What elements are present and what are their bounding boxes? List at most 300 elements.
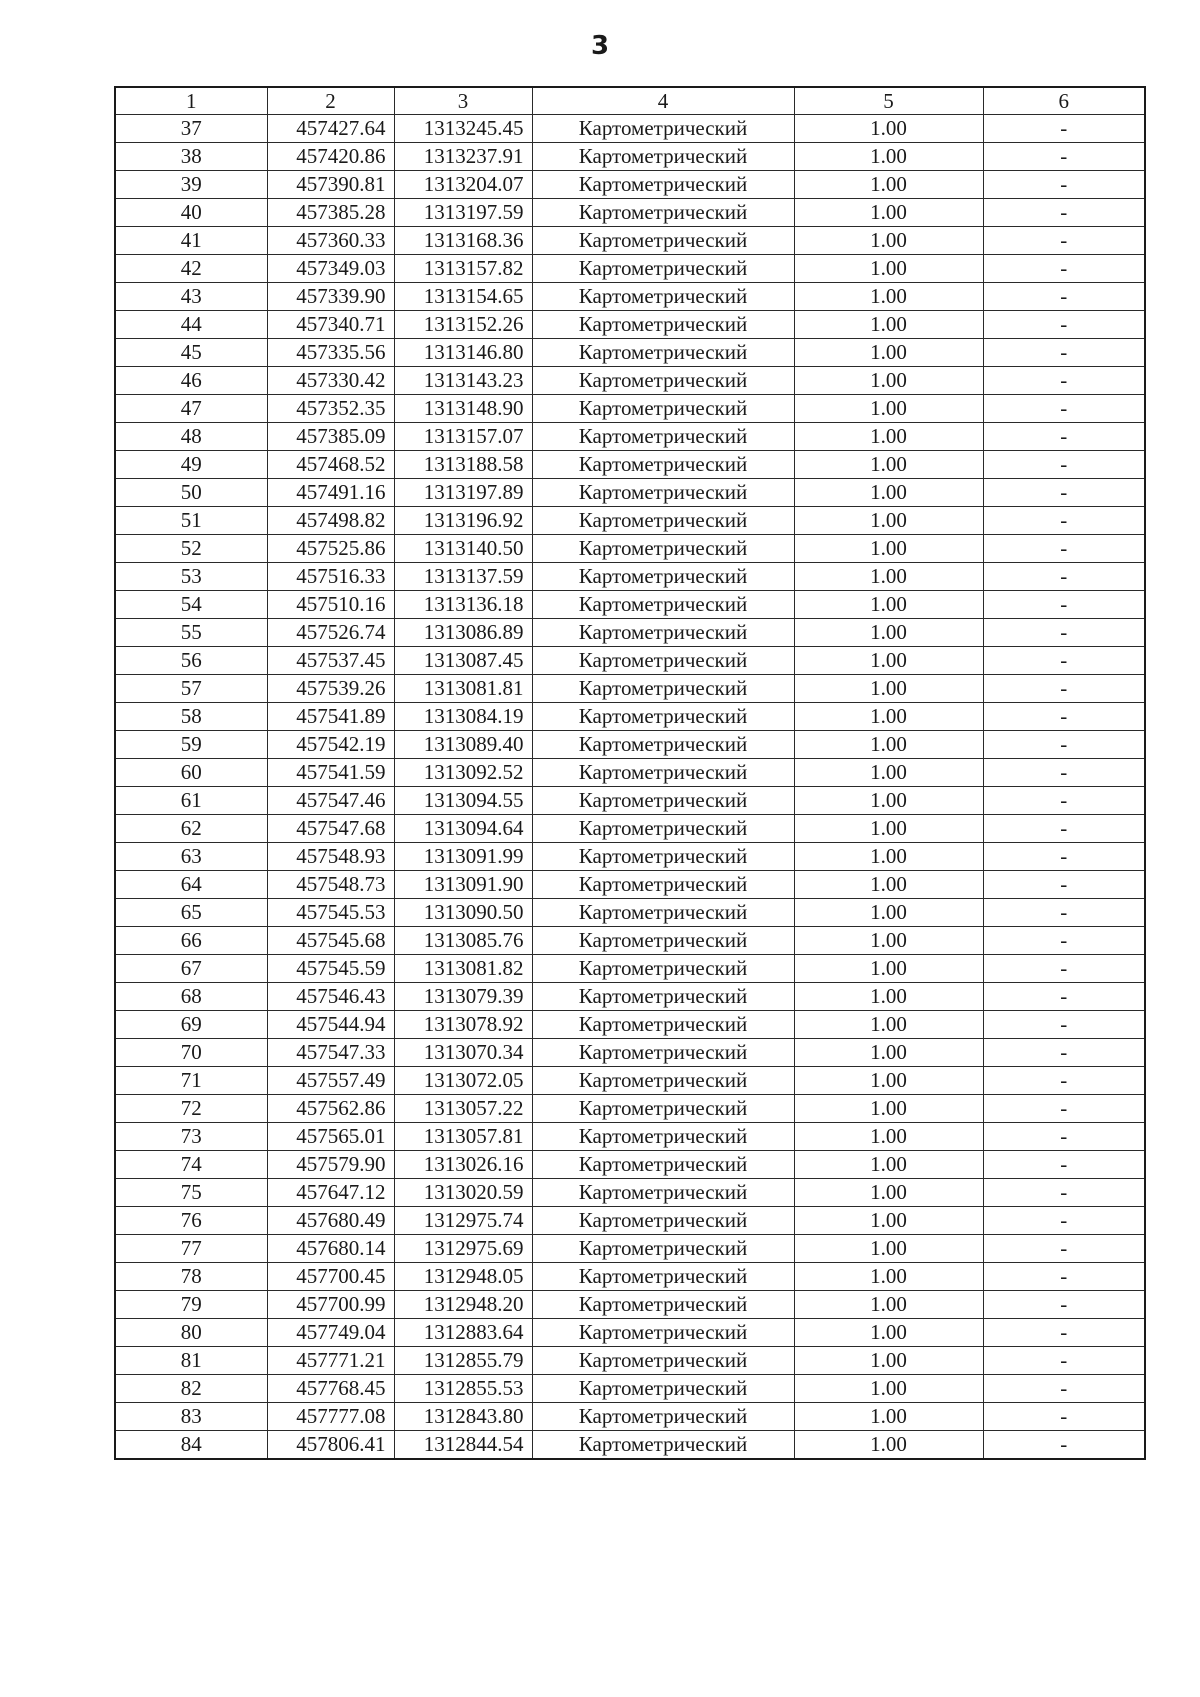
method-cell: Картометрический: [532, 339, 794, 367]
point-number-cell: 41: [115, 227, 267, 255]
x-coordinate-cell: 457427.64: [267, 115, 394, 143]
note-cell: -: [983, 283, 1145, 311]
header-cell-2: 2: [267, 87, 394, 115]
point-number-cell: 79: [115, 1291, 267, 1319]
accuracy-cell: 1.00: [794, 759, 983, 787]
accuracy-cell: 1.00: [794, 479, 983, 507]
method-cell: Картометрический: [532, 787, 794, 815]
point-number-cell: 51: [115, 507, 267, 535]
x-coordinate-cell: 457547.46: [267, 787, 394, 815]
x-coordinate-cell: 457680.49: [267, 1207, 394, 1235]
method-cell: Картометрический: [532, 1151, 794, 1179]
accuracy-cell: 1.00: [794, 1403, 983, 1431]
accuracy-cell: 1.00: [794, 255, 983, 283]
accuracy-cell: 1.00: [794, 1347, 983, 1375]
note-cell: -: [983, 1403, 1145, 1431]
table-row: [115, 1067, 1145, 1095]
note-cell: -: [983, 479, 1145, 507]
y-coordinate-cell: 1313086.89: [394, 619, 532, 647]
accuracy-cell: 1.00: [794, 675, 983, 703]
method-cell: Картометрический: [532, 591, 794, 619]
method-cell: Картометрический: [532, 1319, 794, 1347]
method-cell: Картометрический: [532, 647, 794, 675]
x-coordinate-cell: 457557.49: [267, 1067, 394, 1095]
x-coordinate-cell: 457420.86: [267, 143, 394, 171]
table-row: [115, 927, 1145, 955]
table-row: [115, 311, 1145, 339]
point-number-cell: 82: [115, 1375, 267, 1403]
accuracy-cell: 1.00: [794, 731, 983, 759]
method-cell: Картометрический: [532, 1179, 794, 1207]
y-coordinate-cell: 1313092.52: [394, 759, 532, 787]
page-number: 3: [590, 31, 610, 61]
method-cell: Картометрический: [532, 1123, 794, 1151]
method-cell: Картометрический: [532, 311, 794, 339]
accuracy-cell: 1.00: [794, 1011, 983, 1039]
table-header: [115, 87, 1145, 115]
point-number-cell: 46: [115, 367, 267, 395]
method-cell: Картометрический: [532, 675, 794, 703]
method-cell: Картометрический: [532, 1067, 794, 1095]
table-row: [115, 227, 1145, 255]
point-number-cell: 38: [115, 143, 267, 171]
point-number-cell: 48: [115, 423, 267, 451]
table-row: [115, 871, 1145, 899]
coordinates-table: [114, 86, 1146, 1460]
point-number-cell: 60: [115, 759, 267, 787]
y-coordinate-cell: 1313087.45: [394, 647, 532, 675]
method-cell: Картометрический: [532, 703, 794, 731]
note-cell: -: [983, 1151, 1145, 1179]
accuracy-cell: 1.00: [794, 927, 983, 955]
note-cell: -: [983, 451, 1145, 479]
method-cell: Картометрический: [532, 227, 794, 255]
method-cell: Картометрический: [532, 283, 794, 311]
x-coordinate-cell: 457700.45: [267, 1263, 394, 1291]
table-row: [115, 115, 1145, 143]
x-coordinate-cell: 457539.26: [267, 675, 394, 703]
table-row: [115, 535, 1145, 563]
note-cell: -: [983, 563, 1145, 591]
table-row: [115, 619, 1145, 647]
point-number-cell: 67: [115, 955, 267, 983]
y-coordinate-cell: 1313026.16: [394, 1151, 532, 1179]
method-cell: Картометрический: [532, 1263, 794, 1291]
x-coordinate-cell: 457647.12: [267, 1179, 394, 1207]
method-cell: Картометрический: [532, 1431, 794, 1460]
accuracy-cell: 1.00: [794, 1095, 983, 1123]
table-row: [115, 1431, 1145, 1460]
x-coordinate-cell: 457806.41: [267, 1431, 394, 1460]
accuracy-cell: 1.00: [794, 1207, 983, 1235]
x-coordinate-cell: 457768.45: [267, 1375, 394, 1403]
accuracy-cell: 1.00: [794, 1235, 983, 1263]
y-coordinate-cell: 1313137.59: [394, 563, 532, 591]
header-cell-6: 6: [983, 87, 1145, 115]
y-coordinate-cell: 1312975.69: [394, 1235, 532, 1263]
table-row: [115, 1151, 1145, 1179]
table-row: [115, 479, 1145, 507]
method-cell: Картометрический: [532, 451, 794, 479]
note-cell: -: [983, 647, 1145, 675]
note-cell: -: [983, 815, 1145, 843]
method-cell: Картометрический: [532, 1095, 794, 1123]
table-row: [115, 1011, 1145, 1039]
y-coordinate-cell: 1313188.58: [394, 451, 532, 479]
note-cell: -: [983, 311, 1145, 339]
accuracy-cell: 1.00: [794, 367, 983, 395]
method-cell: Картометрический: [532, 955, 794, 983]
table-row: [115, 1123, 1145, 1151]
x-coordinate-cell: 457349.03: [267, 255, 394, 283]
point-number-cell: 39: [115, 171, 267, 199]
y-coordinate-cell: 1313090.50: [394, 899, 532, 927]
x-coordinate-cell: 457548.93: [267, 843, 394, 871]
x-coordinate-cell: 457579.90: [267, 1151, 394, 1179]
point-number-cell: 83: [115, 1403, 267, 1431]
accuracy-cell: 1.00: [794, 1067, 983, 1095]
accuracy-cell: 1.00: [794, 1039, 983, 1067]
table-row: [115, 1403, 1145, 1431]
note-cell: -: [983, 1263, 1145, 1291]
method-cell: Картометрический: [532, 1403, 794, 1431]
accuracy-cell: 1.00: [794, 423, 983, 451]
accuracy-cell: 1.00: [794, 1375, 983, 1403]
note-cell: -: [983, 591, 1145, 619]
point-number-cell: 54: [115, 591, 267, 619]
x-coordinate-cell: 457390.81: [267, 171, 394, 199]
point-number-cell: 58: [115, 703, 267, 731]
x-coordinate-cell: 457542.19: [267, 731, 394, 759]
accuracy-cell: 1.00: [794, 199, 983, 227]
method-cell: Картометрический: [532, 815, 794, 843]
point-number-cell: 57: [115, 675, 267, 703]
method-cell: Картометрический: [532, 507, 794, 535]
x-coordinate-cell: 457510.16: [267, 591, 394, 619]
y-coordinate-cell: 1313143.23: [394, 367, 532, 395]
x-coordinate-cell: 457541.89: [267, 703, 394, 731]
method-cell: Картометрический: [532, 367, 794, 395]
accuracy-cell: 1.00: [794, 1263, 983, 1291]
point-number-cell: 77: [115, 1235, 267, 1263]
table-row: [115, 1347, 1145, 1375]
y-coordinate-cell: 1313154.65: [394, 283, 532, 311]
table-row: [115, 451, 1145, 479]
accuracy-cell: 1.00: [794, 591, 983, 619]
y-coordinate-cell: 1312843.80: [394, 1403, 532, 1431]
accuracy-cell: 1.00: [794, 395, 983, 423]
note-cell: -: [983, 395, 1145, 423]
x-coordinate-cell: 457526.74: [267, 619, 394, 647]
point-number-cell: 62: [115, 815, 267, 843]
method-cell: Картометрический: [532, 731, 794, 759]
y-coordinate-cell: 1313157.82: [394, 255, 532, 283]
point-number-cell: 76: [115, 1207, 267, 1235]
y-coordinate-cell: 1313152.26: [394, 311, 532, 339]
point-number-cell: 72: [115, 1095, 267, 1123]
point-number-cell: 69: [115, 1011, 267, 1039]
x-coordinate-cell: 457565.01: [267, 1123, 394, 1151]
header-cell-1: 1: [115, 87, 267, 115]
note-cell: -: [983, 731, 1145, 759]
y-coordinate-cell: 1313094.55: [394, 787, 532, 815]
point-number-cell: 73: [115, 1123, 267, 1151]
note-cell: -: [983, 227, 1145, 255]
accuracy-cell: 1.00: [794, 451, 983, 479]
accuracy-cell: 1.00: [794, 647, 983, 675]
point-number-cell: 37: [115, 115, 267, 143]
method-cell: Картометрический: [532, 171, 794, 199]
table-row: [115, 703, 1145, 731]
note-cell: -: [983, 507, 1145, 535]
accuracy-cell: 1.00: [794, 1291, 983, 1319]
table-row: [115, 507, 1145, 535]
point-number-cell: 56: [115, 647, 267, 675]
table-row: [115, 1235, 1145, 1263]
accuracy-cell: 1.00: [794, 311, 983, 339]
y-coordinate-cell: 1313197.89: [394, 479, 532, 507]
point-number-cell: 71: [115, 1067, 267, 1095]
header-cell-3: 3: [394, 87, 532, 115]
method-cell: Картометрический: [532, 1235, 794, 1263]
table-row: [115, 647, 1145, 675]
accuracy-cell: 1.00: [794, 619, 983, 647]
y-coordinate-cell: 1313140.50: [394, 535, 532, 563]
y-coordinate-cell: 1313081.82: [394, 955, 532, 983]
x-coordinate-cell: 457385.09: [267, 423, 394, 451]
x-coordinate-cell: 457330.42: [267, 367, 394, 395]
note-cell: -: [983, 899, 1145, 927]
note-cell: -: [983, 535, 1145, 563]
method-cell: Картометрический: [532, 1375, 794, 1403]
y-coordinate-cell: 1313085.76: [394, 927, 532, 955]
y-coordinate-cell: 1312855.79: [394, 1347, 532, 1375]
table-row: [115, 563, 1145, 591]
note-cell: -: [983, 1123, 1145, 1151]
table-body: [115, 115, 1145, 1460]
note-cell: -: [983, 1207, 1145, 1235]
accuracy-cell: 1.00: [794, 227, 983, 255]
x-coordinate-cell: 457498.82: [267, 507, 394, 535]
note-cell: -: [983, 787, 1145, 815]
y-coordinate-cell: 1312844.54: [394, 1431, 532, 1460]
y-coordinate-cell: 1313148.90: [394, 395, 532, 423]
table-row: [115, 591, 1145, 619]
point-number-cell: 52: [115, 535, 267, 563]
accuracy-cell: 1.00: [794, 507, 983, 535]
point-number-cell: 50: [115, 479, 267, 507]
table-row: [115, 395, 1145, 423]
x-coordinate-cell: 457700.99: [267, 1291, 394, 1319]
accuracy-cell: 1.00: [794, 283, 983, 311]
point-number-cell: 65: [115, 899, 267, 927]
table-row: [115, 731, 1145, 759]
method-cell: Картометрический: [532, 1011, 794, 1039]
point-number-cell: 45: [115, 339, 267, 367]
accuracy-cell: 1.00: [794, 339, 983, 367]
x-coordinate-cell: 457352.35: [267, 395, 394, 423]
accuracy-cell: 1.00: [794, 815, 983, 843]
note-cell: -: [983, 367, 1145, 395]
method-cell: Картометрический: [532, 115, 794, 143]
point-number-cell: 84: [115, 1431, 267, 1460]
y-coordinate-cell: 1313197.59: [394, 199, 532, 227]
x-coordinate-cell: 457335.56: [267, 339, 394, 367]
table-row: [115, 675, 1145, 703]
note-cell: -: [983, 675, 1145, 703]
point-number-cell: 68: [115, 983, 267, 1011]
accuracy-cell: 1.00: [794, 1431, 983, 1460]
note-cell: -: [983, 255, 1145, 283]
method-cell: Картометрический: [532, 563, 794, 591]
table-row: [115, 367, 1145, 395]
x-coordinate-cell: 457544.94: [267, 1011, 394, 1039]
table-row: [115, 171, 1145, 199]
accuracy-cell: 1.00: [794, 1123, 983, 1151]
point-number-cell: 63: [115, 843, 267, 871]
x-coordinate-cell: 457546.43: [267, 983, 394, 1011]
accuracy-cell: 1.00: [794, 1151, 983, 1179]
point-number-cell: 75: [115, 1179, 267, 1207]
table-row: [115, 955, 1145, 983]
table-row: [115, 1179, 1145, 1207]
note-cell: -: [983, 143, 1145, 171]
y-coordinate-cell: 1313146.80: [394, 339, 532, 367]
note-cell: -: [983, 1011, 1145, 1039]
accuracy-cell: 1.00: [794, 955, 983, 983]
point-number-cell: 61: [115, 787, 267, 815]
note-cell: -: [983, 1375, 1145, 1403]
x-coordinate-cell: 457547.33: [267, 1039, 394, 1067]
y-coordinate-cell: 1313072.05: [394, 1067, 532, 1095]
method-cell: Картометрический: [532, 199, 794, 227]
y-coordinate-cell: 1312975.74: [394, 1207, 532, 1235]
y-coordinate-cell: 1313168.36: [394, 227, 532, 255]
method-cell: Картометрический: [532, 759, 794, 787]
table-row: [115, 1039, 1145, 1067]
header-cell-5: 5: [794, 87, 983, 115]
note-cell: -: [983, 115, 1145, 143]
table-row: [115, 1319, 1145, 1347]
accuracy-cell: 1.00: [794, 115, 983, 143]
table-row: [115, 843, 1145, 871]
x-coordinate-cell: 457680.14: [267, 1235, 394, 1263]
method-cell: Картометрический: [532, 395, 794, 423]
accuracy-cell: 1.00: [794, 899, 983, 927]
table-row: [115, 899, 1145, 927]
y-coordinate-cell: 1313081.81: [394, 675, 532, 703]
y-coordinate-cell: 1313245.45: [394, 115, 532, 143]
accuracy-cell: 1.00: [794, 1179, 983, 1207]
accuracy-cell: 1.00: [794, 535, 983, 563]
x-coordinate-cell: 457749.04: [267, 1319, 394, 1347]
method-cell: Картометрический: [532, 927, 794, 955]
accuracy-cell: 1.00: [794, 983, 983, 1011]
accuracy-cell: 1.00: [794, 703, 983, 731]
point-number-cell: 81: [115, 1347, 267, 1375]
note-cell: -: [983, 927, 1145, 955]
table-row: [115, 815, 1145, 843]
header-row: [115, 87, 1145, 115]
table-row: [115, 283, 1145, 311]
y-coordinate-cell: 1313204.07: [394, 171, 532, 199]
x-coordinate-cell: 457541.59: [267, 759, 394, 787]
method-cell: Картометрический: [532, 871, 794, 899]
x-coordinate-cell: 457360.33: [267, 227, 394, 255]
accuracy-cell: 1.00: [794, 171, 983, 199]
table-row: [115, 983, 1145, 1011]
note-cell: -: [983, 703, 1145, 731]
note-cell: -: [983, 1067, 1145, 1095]
note-cell: -: [983, 171, 1145, 199]
x-coordinate-cell: 457339.90: [267, 283, 394, 311]
y-coordinate-cell: 1313196.92: [394, 507, 532, 535]
note-cell: -: [983, 1235, 1145, 1263]
method-cell: Картометрический: [532, 535, 794, 563]
note-cell: -: [983, 423, 1145, 451]
point-number-cell: 66: [115, 927, 267, 955]
x-coordinate-cell: 457537.45: [267, 647, 394, 675]
method-cell: Картометрический: [532, 899, 794, 927]
method-cell: Картометрический: [532, 255, 794, 283]
header-cell-4: 4: [532, 87, 794, 115]
y-coordinate-cell: 1313079.39: [394, 983, 532, 1011]
note-cell: -: [983, 1291, 1145, 1319]
point-number-cell: 44: [115, 311, 267, 339]
table-row: [115, 1375, 1145, 1403]
method-cell: Картометрический: [532, 619, 794, 647]
accuracy-cell: 1.00: [794, 563, 983, 591]
point-number-cell: 43: [115, 283, 267, 311]
note-cell: -: [983, 1347, 1145, 1375]
y-coordinate-cell: 1313091.90: [394, 871, 532, 899]
table-row: [115, 339, 1145, 367]
table-row: [115, 1207, 1145, 1235]
y-coordinate-cell: 1313078.92: [394, 1011, 532, 1039]
method-cell: Картометрический: [532, 1347, 794, 1375]
y-coordinate-cell: 1313091.99: [394, 843, 532, 871]
x-coordinate-cell: 457340.71: [267, 311, 394, 339]
table-row: [115, 423, 1145, 451]
y-coordinate-cell: 1313136.18: [394, 591, 532, 619]
y-coordinate-cell: 1312948.20: [394, 1291, 532, 1319]
table-row: [115, 1291, 1145, 1319]
note-cell: -: [983, 339, 1145, 367]
note-cell: -: [983, 199, 1145, 227]
note-cell: -: [983, 1431, 1145, 1460]
point-number-cell: 64: [115, 871, 267, 899]
y-coordinate-cell: 1313057.22: [394, 1095, 532, 1123]
x-coordinate-cell: 457771.21: [267, 1347, 394, 1375]
y-coordinate-cell: 1312883.64: [394, 1319, 532, 1347]
point-number-cell: 53: [115, 563, 267, 591]
x-coordinate-cell: 457547.68: [267, 815, 394, 843]
note-cell: -: [983, 759, 1145, 787]
accuracy-cell: 1.00: [794, 843, 983, 871]
table-row: [115, 787, 1145, 815]
table-row: [115, 199, 1145, 227]
accuracy-cell: 1.00: [794, 143, 983, 171]
x-coordinate-cell: 457777.08: [267, 1403, 394, 1431]
note-cell: -: [983, 871, 1145, 899]
x-coordinate-cell: 457491.16: [267, 479, 394, 507]
y-coordinate-cell: 1313057.81: [394, 1123, 532, 1151]
accuracy-cell: 1.00: [794, 871, 983, 899]
table-row: [115, 255, 1145, 283]
point-number-cell: 47: [115, 395, 267, 423]
y-coordinate-cell: 1313237.91: [394, 143, 532, 171]
x-coordinate-cell: 457525.86: [267, 535, 394, 563]
